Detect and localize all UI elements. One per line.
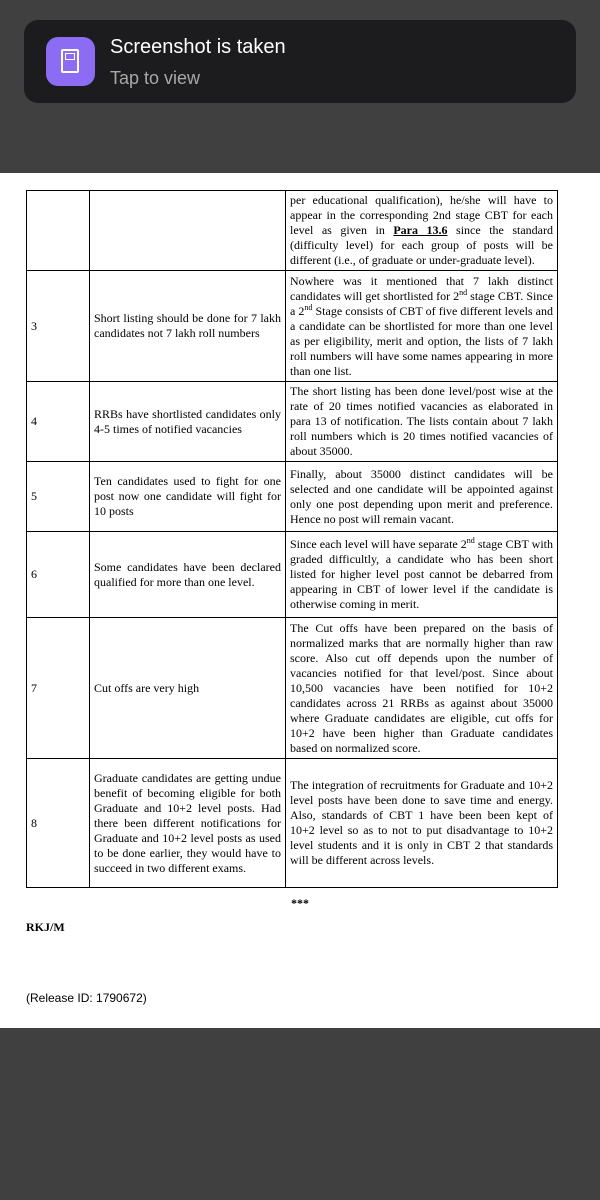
para-link: Para 13.6 — [393, 223, 448, 237]
response-cell: The Cut offs have been prepared on the basis of normalized marks that are normally higher than raw score. Also cut off depends upon the number of vacancies notified for that level/post. Since about 10,500 vacancies have been notified for 10+2 candidates across 21 RRBs as against about 35000 where Graduate candidates are eligible, cut offs for 10+2 have been higher than Graduate candidates based on normalized score. — [286, 618, 558, 759]
table-row — [27, 618, 558, 759]
issue-cell: Short listing should be done for 7 lakh candidates not 7 lakh roll numbers — [90, 271, 286, 382]
notification-subtitle[interactable]: Tap to view — [110, 68, 201, 88]
table-row — [27, 759, 558, 888]
table-row — [27, 191, 558, 271]
table-row — [27, 271, 558, 382]
response-cell: Since each level will have separate 2nd stage CBT with graded difficultly, a candidate who has been short listed for higher level post cannot be debarred from appearing in CBT of lower level if the candidate is otherwise coming in merit. — [286, 532, 558, 618]
signature-initials: RKJ/M — [26, 920, 65, 934]
issue-cell: RRBs have shortlisted candidates only 4-5 times of notified vacancies — [90, 382, 286, 462]
issue-cell: Some candidates have been declared qualified for more than one level. — [90, 532, 286, 618]
row-number: 3 — [27, 271, 90, 382]
issue-cell: Cut offs are very high — [90, 618, 286, 759]
table-row — [27, 462, 558, 532]
release-id: (Release ID: 1790672) — [26, 991, 147, 1005]
section-separator: *** — [291, 896, 309, 910]
row-number: 8 — [27, 759, 90, 888]
response-cell: The short listing has been done level/post wise at the rate of 20 times notified vacancies as elaborated in para 13 of notification. The lists contain about 7 lakh roll numbers which is 20 times notified vacancies of about 35000. — [286, 382, 558, 462]
issue-cell: Graduate candidates are getting undue benefit of becoming eligible for both Graduate and 10+2 level posts. Had there been different notifications for Graduate and 10+2 level posts as used to be done earlier, they would have to succeed in two different exams. — [90, 759, 286, 888]
screenshot-notification[interactable] — [24, 20, 576, 103]
issue-cell — [90, 191, 286, 271]
bottom-background — [0, 1028, 600, 1200]
row-number: 7 — [27, 618, 90, 759]
screenshot-app-icon — [46, 37, 95, 86]
table-row — [27, 532, 558, 618]
table-row — [27, 382, 558, 462]
response-cell: Finally, about 35000 distinct candidates will be selected and one candidate will be appointed against only one post depending upon merit and preference. Hence no post will remain vacant. — [286, 462, 558, 532]
row-number — [27, 191, 90, 271]
row-number: 6 — [27, 532, 90, 618]
issue-cell: Ten candidates used to fight for one post now one candidate will fight for 10 posts — [90, 462, 286, 532]
row-number: 5 — [27, 462, 90, 532]
response-cell: The integration of recruitments for Graduate and 10+2 level posts have been done to save time and energy. Also, standards of CBT 1 have been been kept of 10+2 level so as to not to put disadvantage to 10+2 level students and it is only in CBT 2 that standards will be different across levels. — [286, 759, 558, 888]
faq-table — [26, 190, 558, 888]
notification-title: Screenshot is taken — [110, 36, 286, 58]
response-cell: Nowhere was it mentioned that 7 lakh distinct candidates will get shortlisted for 2nd stage CBT. Since a 2nd Stage consists of CBT of five different levels and a candidate can be shortlisted for more than one level as per eligibility, merit and option, the lists of 7 lakh roll numbers will have some names appearing in more than one list. — [286, 271, 558, 382]
row-number: 4 — [27, 382, 90, 462]
response-cell: per educational qualification), he/she will have to appear in the corresponding 2nd stage CBT for each level as given in Para 13.6 since the standard (difficulty level) for each group of posts will be different (i.e., of graduate or under-graduate level). — [286, 191, 558, 271]
